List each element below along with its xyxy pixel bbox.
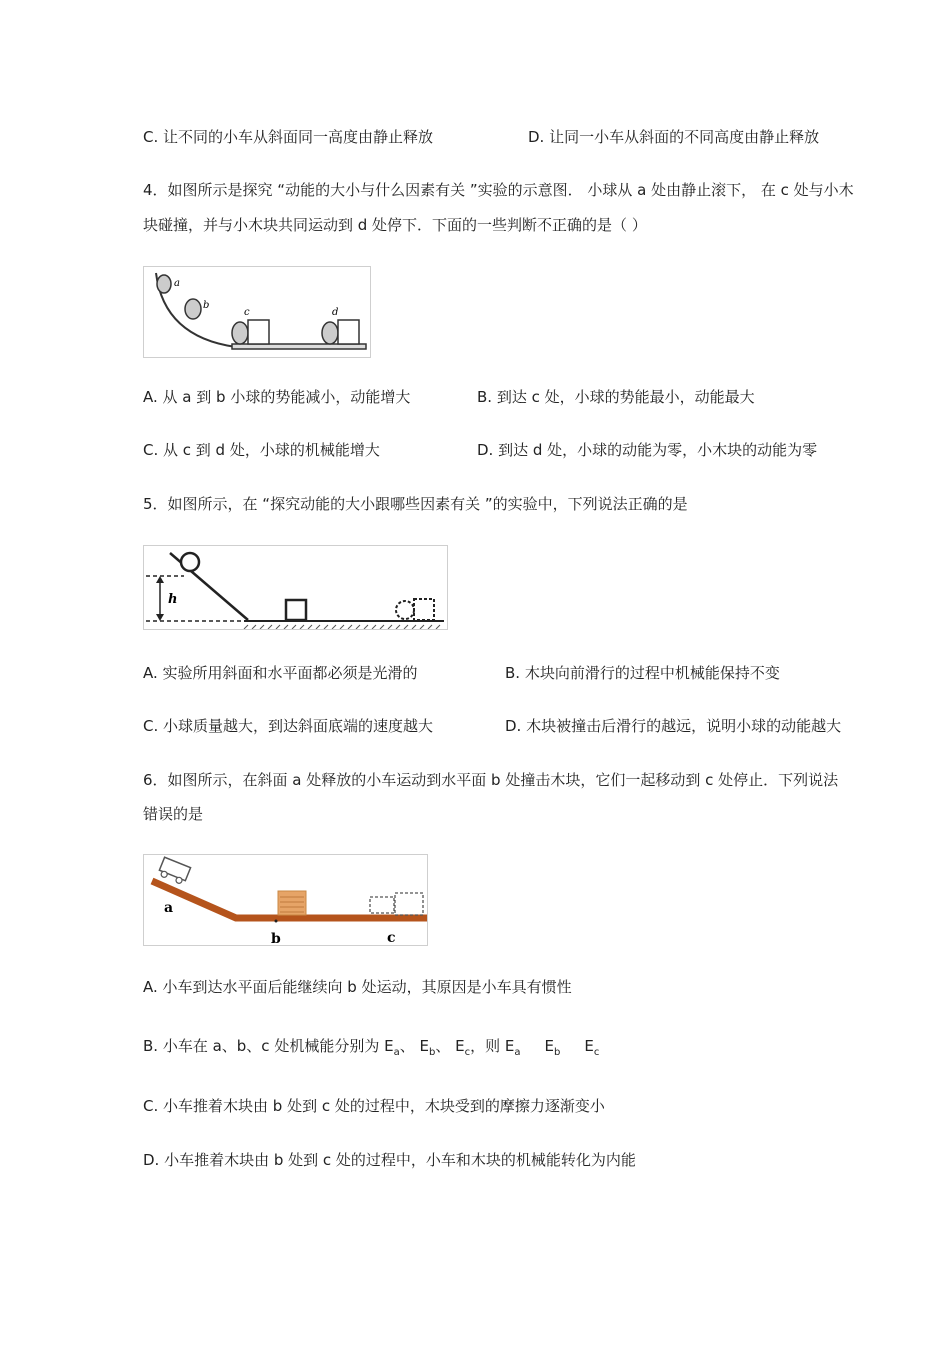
q5-stem: 5．如图所示，在 “探究动能的大小跟哪些因素有关 ”的实验中，下列说法正确的是: [143, 495, 688, 513]
q5-figure: [143, 545, 448, 630]
subscript-c: c: [593, 1047, 600, 1058]
energy-symbol: E: [584, 1037, 594, 1055]
label-c: c: [387, 930, 396, 945]
cart-final-dashed: [370, 897, 394, 913]
label-a: a: [174, 278, 180, 289]
q3-option-d: D. 让同一小车从斜面的不同高度由静止释放: [528, 128, 820, 146]
energy-symbol: E: [455, 1037, 465, 1055]
q4-option-a: A. 从 a 到 b 小球的势能减小，动能增大: [143, 388, 411, 406]
q4-option-c: C. 从 c 到 d 处，小球的机械能增大: [143, 441, 380, 459]
subscript-b: b: [554, 1047, 561, 1058]
q4-stem-line1: 4．如图所示是探究 “动能的大小与什么因素有关 ”实验的示意图． 小球从 a 处由静止滚下， 在 c 处与小木: [143, 181, 854, 199]
q3-option-c: C. 让不同的小车从斜面同一高度由静止释放: [143, 128, 434, 146]
q4-option-d: D. 到达 d 处，小球的动能为零，小木块的动能为零: [477, 441, 818, 459]
q6-option-d: D. 小车推着木块由 b 处到 c 处的过程中，小车和木块的机械能转化为内能: [143, 1151, 636, 1169]
label-a: a: [164, 900, 174, 916]
q6-option-a: A. 小车到达水平面后能继续向 b 处运动，其原因是小车具有惯性: [143, 978, 572, 996]
q6-stem-line2: 错误的是: [143, 805, 204, 823]
block-final-dashed: [395, 893, 423, 915]
q5-option-d: D. 木块被撞击后滑行的越远，说明小球的动能越大: [505, 717, 842, 735]
block-d: [338, 320, 359, 344]
block-final-dashed: [414, 599, 434, 620]
energy-symbol: E: [419, 1037, 429, 1055]
q4-stem-line2: 块碰撞，并与小木块共同运动到 d 处停下．下面的一些判断不正确的是（ ）: [143, 216, 647, 234]
ball-b: [185, 299, 201, 319]
q5-option-a: A. 实验所用斜面和水平面都必须是光滑的: [143, 664, 418, 682]
energy-symbol: E: [504, 1037, 515, 1055]
q5-option-c: C. 小球质量越大，到达斜面底端的速度越大: [143, 717, 434, 735]
q4-option-b: B. 到达 c 处，小球的势能最小，动能最大: [477, 388, 755, 406]
subscript-a: a: [393, 1047, 400, 1058]
energy-symbol: E: [544, 1037, 554, 1055]
q5-option-b: B. 木块向前滑行的过程中机械能保持不变: [505, 664, 780, 682]
q6-option-b-prefix: B. 小车在 a、b、c 处机械能分别为: [143, 1037, 385, 1055]
ball-c: [232, 322, 248, 344]
ball: [181, 553, 199, 571]
q6-stem-line1: 6．如图所示，在斜面 a 处释放的小车运动到水平面 b 处撞击木块，它们一起移动到 c 处停止．下列说法: [143, 771, 839, 789]
label-d: d: [332, 307, 339, 318]
ball-d: [322, 322, 338, 344]
q4-figure-drawing: [144, 267, 370, 357]
q6-figure-drawing: [144, 855, 427, 945]
label-h: h: [168, 592, 178, 607]
energy-symbol: E: [384, 1037, 394, 1055]
label-b: b: [271, 931, 281, 945]
label-c: c: [244, 307, 250, 318]
q6-figure: [143, 854, 428, 946]
separator: 、: [399, 1037, 420, 1055]
wood-block: [278, 891, 306, 915]
q6-option-c: C. 小车推着木块由 b 处到 c 处的过程中，木块受到的摩擦力逐渐变小: [143, 1097, 605, 1115]
subscript-b: b: [428, 1047, 436, 1058]
block-c: [248, 320, 269, 344]
q4-figure: [143, 266, 371, 358]
q5-figure-drawing: [144, 546, 447, 629]
then-text: ，则: [470, 1037, 505, 1055]
separator: 、: [435, 1037, 456, 1055]
cart: [158, 857, 191, 885]
subscript-c: c: [464, 1047, 471, 1058]
subscript-a: a: [514, 1047, 521, 1058]
block: [286, 600, 306, 620]
ball-final-dashed: [396, 601, 414, 619]
ball-a: [157, 275, 171, 293]
label-b: b: [203, 300, 210, 311]
q6-option-b: [143, 1036, 599, 1063]
